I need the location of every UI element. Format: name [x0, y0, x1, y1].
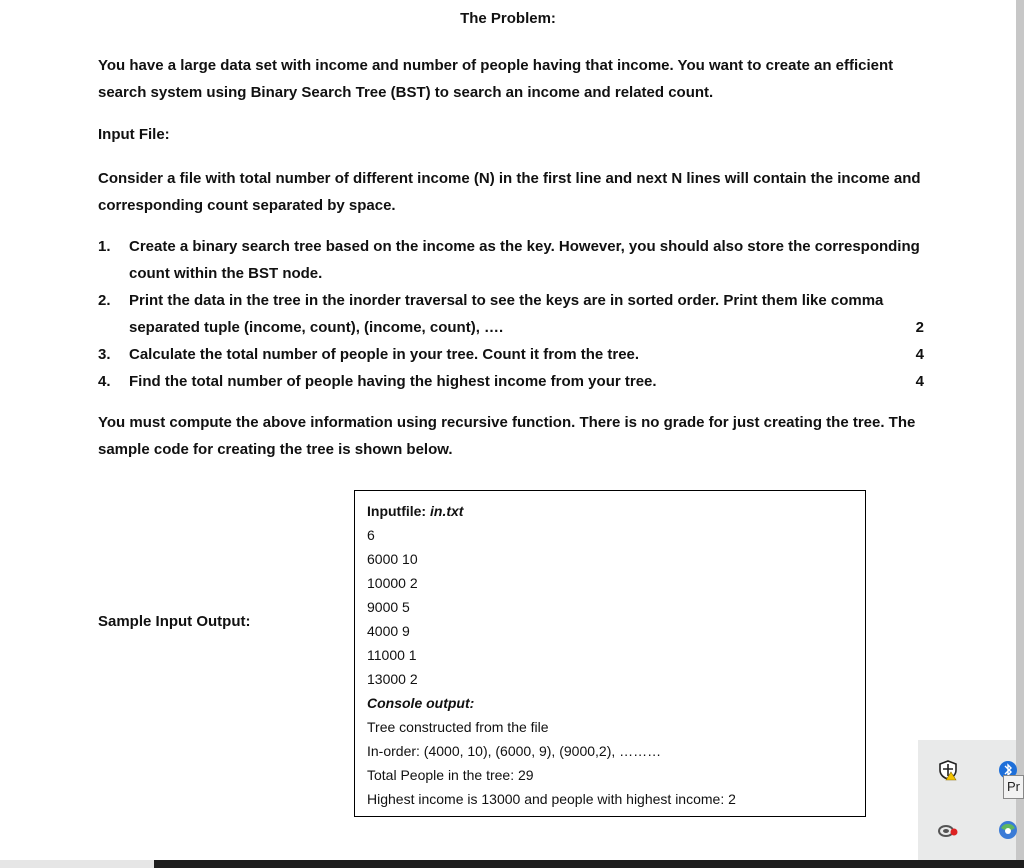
inputfile-name: in.txt	[430, 503, 464, 519]
input-line: 13000 2	[367, 671, 418, 687]
input-line: 6	[367, 527, 375, 543]
requirement-mark: 4	[915, 346, 924, 363]
requirement-number: 1.	[98, 238, 111, 255]
requirements-list	[98, 233, 924, 395]
console-output-label: Console output:	[367, 695, 475, 711]
input-file-heading: Input File:	[98, 126, 170, 143]
input-line: 11000 1	[367, 647, 417, 663]
page-title: The Problem:	[460, 10, 556, 27]
output-line: Highest income is 13000 and people with highest income: 2	[367, 791, 736, 807]
input-line: 9000 5	[367, 599, 410, 615]
pr-app-button[interactable]: Pr	[1003, 775, 1024, 799]
window-edge	[1016, 0, 1024, 868]
input-line: 10000 2	[367, 575, 418, 591]
output-line: In-order: (4000, 10), (6000, 9), (9000,2), ………	[367, 743, 662, 759]
sample-io-box	[354, 490, 866, 817]
requirement-number: 3.	[98, 346, 111, 363]
input-line: 4000 9	[367, 623, 410, 639]
recursion-note: You must compute the above information using recursive function. There is no grade for just creating the tree. The sample code for creating the tree is shown below.	[98, 414, 916, 458]
network-icon[interactable]	[936, 818, 960, 842]
inputfile-line	[367, 499, 853, 523]
output-line: Tree constructed from the file	[367, 719, 549, 735]
input-file-description: Consider a file with total number of different income (N) in the first line and next N lines will contain the income and corresponding count separated by space.	[98, 170, 921, 214]
requirement-item	[98, 233, 924, 287]
requirement-item	[98, 341, 924, 368]
requirement-number: 2.	[98, 292, 111, 309]
input-line: 6000 10	[367, 551, 418, 567]
inputfile-label: Inputfile:	[367, 503, 430, 519]
horizontal-scrollbar[interactable]	[0, 860, 154, 868]
requirement-text: Find the total number of people having the highest income from your tree.	[129, 373, 657, 390]
requirement-number: 4.	[98, 373, 111, 390]
taskbar	[154, 860, 1024, 868]
requirement-item	[98, 287, 924, 341]
requirement-item	[98, 368, 924, 395]
requirement-mark: 2	[915, 319, 924, 336]
requirement-text: Create a binary search tree based on the income as the key. However, you should also store the corresponding count within the BST node.	[129, 238, 920, 282]
browser-icon[interactable]	[996, 818, 1020, 842]
system-tray-overflow	[918, 740, 1016, 860]
requirement-mark: 4	[915, 373, 924, 390]
output-line: Total People in the tree: 29	[367, 767, 534, 783]
requirement-text: Print the data in the tree in the inorder traversal to see the keys are in sorted order. Print them like comma separated tuple (income, count), (income, count), ….	[129, 292, 884, 336]
sample-io-label: Sample Input Output:	[98, 613, 251, 630]
shield-warning-icon[interactable]	[936, 758, 960, 782]
requirement-text: Calculate the total number of people in your tree. Count it from the tree.	[129, 346, 640, 363]
intro-paragraph: You have a large data set with income and number of people having that income. You want to create an efficient search system using Binary Search Tree (BST) to search an income and related count.	[98, 57, 894, 101]
